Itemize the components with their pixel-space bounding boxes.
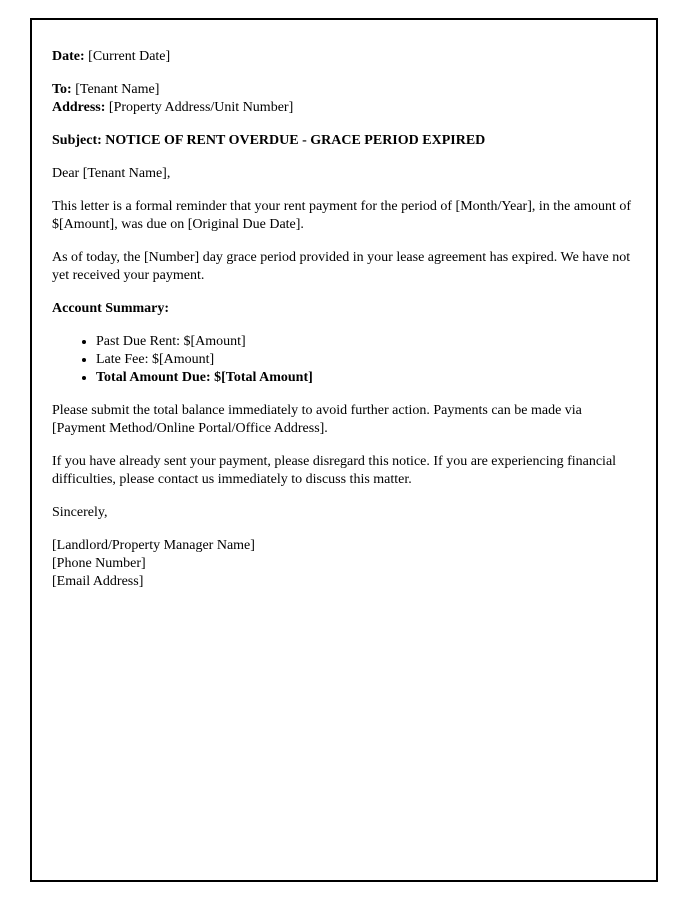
account-summary-list [52, 333, 636, 387]
date-line [52, 48, 636, 66]
letter-page [30, 18, 658, 882]
to-line [52, 81, 636, 99]
to-value: [Tenant Name] [75, 82, 160, 97]
paragraph-payment-request: Please submit the total balance immediately to avoid further action. Payments can be made via [Payment Method/Online Portal/Office Address]. [52, 403, 582, 436]
subject-line [52, 132, 636, 150]
salutation: Dear [Tenant Name], [52, 166, 171, 181]
signature-name: [Landlord/Property Manager Name] [52, 538, 255, 553]
date-label: Date: [52, 49, 85, 64]
closing: Sincerely, [52, 505, 108, 520]
signature-phone: [Phone Number] [52, 556, 146, 571]
date-value: [Current Date] [88, 49, 171, 64]
subject-label: Subject: [52, 133, 102, 148]
list-item-late-fee: • Late Fee: $[Amount] [96, 351, 636, 369]
list-item-past-due-rent: • Past Due Rent: $[Amount] [96, 333, 636, 351]
address-line [52, 99, 636, 117]
address-value: [Property Address/Unit Number] [108, 100, 294, 115]
account-summary-heading: Account Summary: [52, 301, 170, 316]
address-label: Address: [52, 100, 106, 115]
subject-value: NOTICE OF RENT OVERDUE - GRACE PERIOD EXPIRED [105, 133, 486, 148]
to-label: To: [52, 82, 72, 97]
paragraph-disregard: If you have already sent your payment, please disregard this notice. If you are experiencing financial difficulties, please contact us immediately to discuss this matter. [52, 454, 617, 487]
paragraph-grace-expired: As of today, the [Number] day grace period provided in your lease agreement has expired. We have not yet received your payment. [52, 250, 631, 283]
signature-email: [Email Address] [52, 574, 144, 589]
paragraph-reminder: This letter is a formal reminder that your rent payment for the period of [Month/Year], in the amount of $[Amount], was due on [Original Due Date]. [52, 199, 632, 232]
signature-block [52, 537, 636, 591]
recipient-block [52, 81, 636, 117]
list-item-total-amount-due: • Total Amount Due: $[Total Amount] [96, 369, 636, 387]
